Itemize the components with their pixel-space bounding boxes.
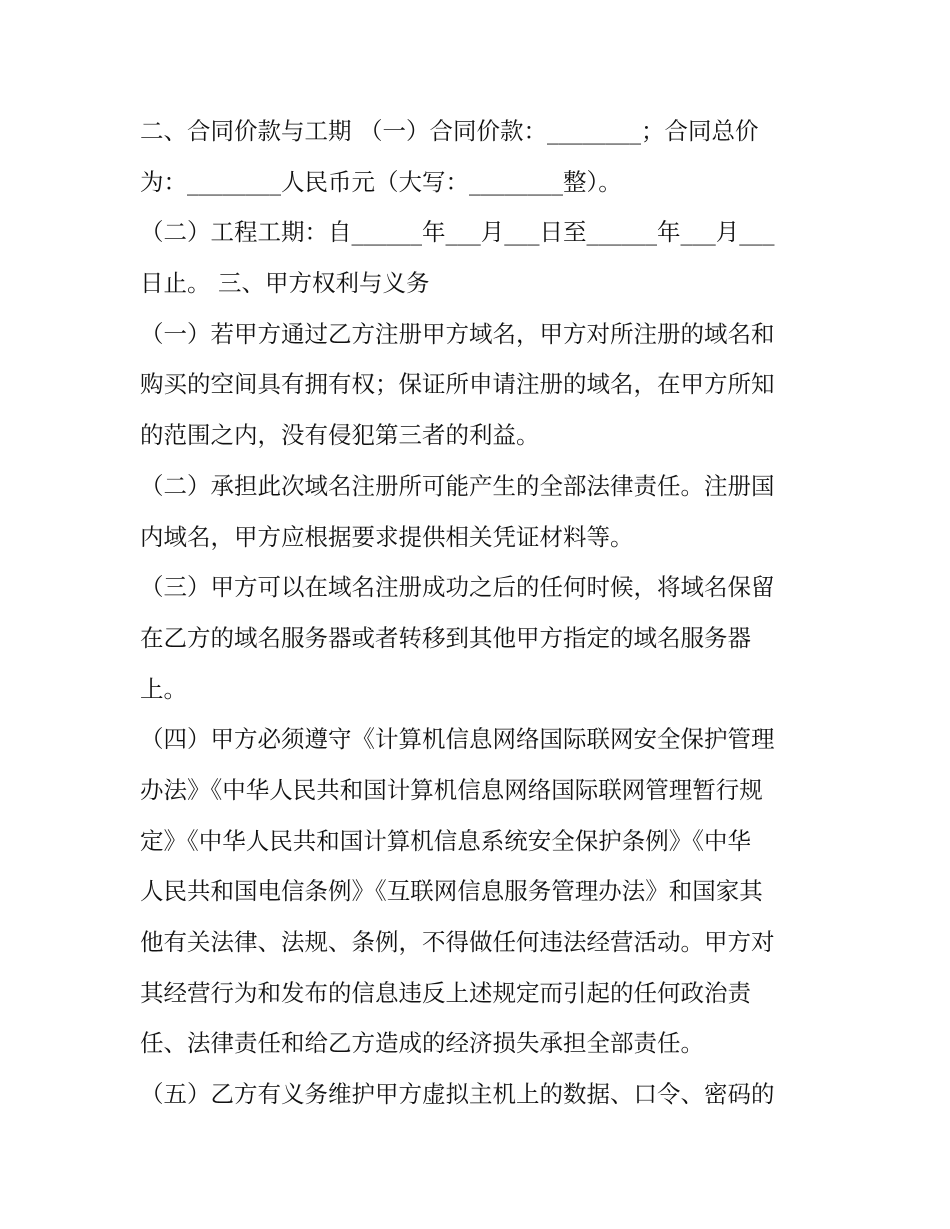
text-line: 其经营行为和发布的信息违反上述规定而引起的任何政治责 xyxy=(140,978,751,1007)
text-line: 上。 xyxy=(140,674,187,703)
text-line: （一）若甲方通过乙方注册甲方域名，甲方对所注册的域名和 xyxy=(140,319,775,348)
text-line: 人民共和国电信条例》《互联网信息服务管理办法》和国家其 xyxy=(140,877,763,906)
text-line: 办法》《中华人民共和国计算机信息网络国际联网管理暂行规 xyxy=(140,775,763,804)
text-line: 任、法律责任和给乙方造成的经济损失承担全部责任。 xyxy=(140,1029,704,1058)
document-page xyxy=(140,106,820,1120)
text-line: 的范围之内，没有侵犯第三者的利益。 xyxy=(140,421,540,450)
text-line: （二）工程工期：自______年___月___日至______年___月___ xyxy=(140,218,775,247)
text-line: 为：________人民币元（大写：________整）。 xyxy=(140,167,622,196)
text-line: 购买的空间具有拥有权；保证所申请注册的域名，在甲方所知 xyxy=(140,370,775,399)
text-line: （五）乙方有义务维护甲方虚拟主机上的数据、口令、密码的 xyxy=(140,1080,775,1109)
text-line: 他有关法律、法规、条例，不得做任何违法经营活动。甲方对 xyxy=(140,928,775,956)
text-line: （三）甲方可以在域名注册成功之后的任何时候，将域名保留 xyxy=(140,573,775,602)
text-line: （四）甲方必须遵守《计算机信息网络国际联网安全保护管理 xyxy=(140,725,775,754)
text-line: 二、合同价款与工期 （一）合同价款：________；合同总价 xyxy=(140,117,759,145)
text-line: 内域名，甲方应根据要求提供相关凭证材料等。 xyxy=(140,522,634,551)
text-line: 定》《中华人民共和国计算机信息系统安全保护条例》《中华 xyxy=(140,826,751,855)
text-line: 日止。 三、甲方权利与义务 xyxy=(140,269,430,298)
text-line: （二）承担此次域名注册所可能产生的全部法律责任。注册国 xyxy=(140,471,775,500)
text-line: 在乙方的域名服务器或者转移到其他甲方指定的域名服务器 xyxy=(140,623,751,652)
